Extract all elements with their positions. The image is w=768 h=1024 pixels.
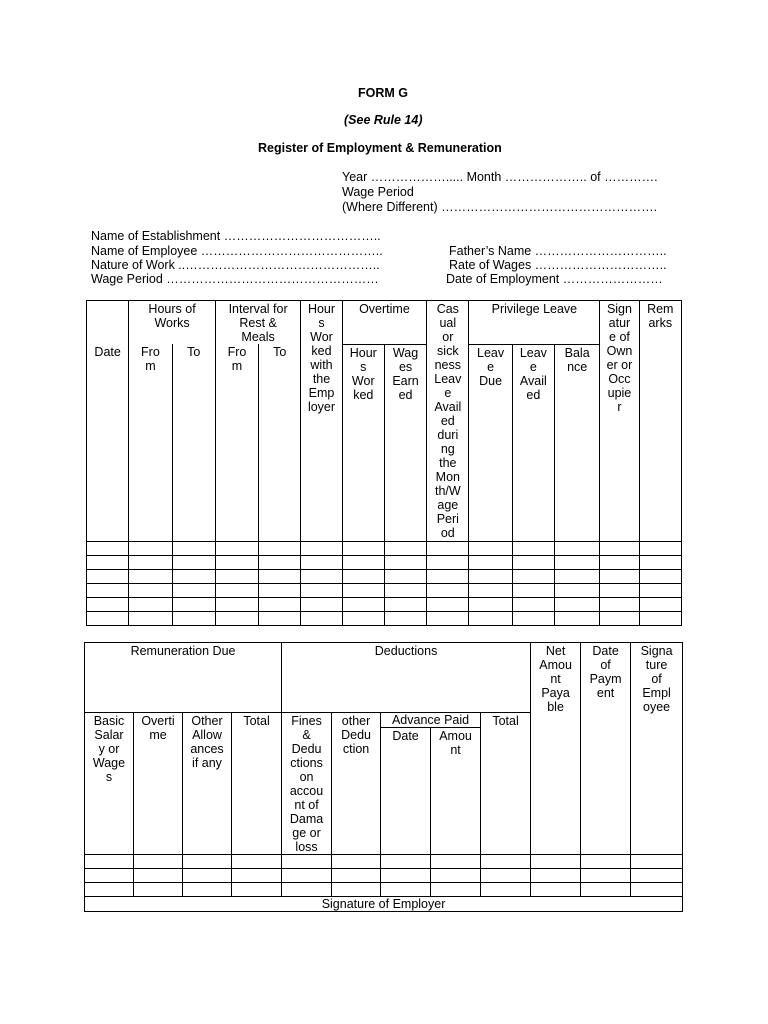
overtime-pay-header: Overti me: [134, 713, 183, 855]
date-of-payment-header: Date of Paym ent: [581, 643, 631, 855]
leave-availed-header: Leav e Avail ed: [512, 344, 554, 541]
date-header-top: [87, 301, 129, 345]
nature-of-work-field: Nature of Work ..………………………………………..: [91, 258, 380, 272]
register-title: Register of Employment & Remuneration: [258, 141, 502, 155]
table-row: [85, 883, 683, 897]
fathers-name-field: Father’s Name …………………………..: [449, 244, 667, 258]
interval-to-header: To: [259, 344, 301, 541]
table-row: [87, 541, 682, 555]
fines-header: Fines & Dedu ctions on accou nt of Dama ge or loss: [282, 713, 332, 855]
owner-signature-header: Sign atur e of Own er or Occ upie r: [600, 301, 639, 542]
deductions-total-header: Total: [481, 713, 531, 855]
interval-header: Interval for Rest & Meals: [215, 301, 301, 345]
other-deduction-header: other Dedu ction: [332, 713, 381, 855]
establishment-field: Name of Establishment ………………………………..: [91, 229, 381, 243]
balance-header: Bala nce: [555, 344, 600, 541]
remarks-header: Rem arks: [639, 301, 681, 542]
work-from-header: Fro m: [129, 344, 172, 541]
table-row: [87, 597, 682, 611]
work-to-header: To: [172, 344, 215, 541]
hours-worked-header: Hour s Wor ked with the Emp loyer: [301, 301, 342, 542]
remuneration-table: [84, 642, 683, 912]
deductions-header: Deductions: [282, 643, 531, 713]
table-row: [87, 555, 682, 569]
table-row: [87, 611, 682, 625]
date-header: Date: [87, 344, 129, 541]
hours-of-works-header: Hours of Works: [129, 301, 216, 345]
date-of-employment-field: Date of Employment ……………………: [446, 272, 663, 286]
table-row: [87, 583, 682, 597]
employer-signature-row: Signature of Employer: [85, 897, 683, 912]
rule-reference: (See Rule 14): [344, 113, 423, 127]
form-title: FORM G: [358, 86, 408, 100]
remuneration-due-header: Remuneration Due: [85, 643, 282, 713]
overtime-header: Overtime: [342, 301, 427, 345]
wage-period-field: Wage Period ……………………………………………: [91, 272, 379, 286]
table-row: [87, 569, 682, 583]
employee-signature-header: Signa ture of Empl oyee: [631, 643, 683, 855]
advance-paid-header: Advance Paid: [381, 713, 481, 728]
advance-date-header: Date: [381, 728, 431, 855]
basic-salary-header: Basic Salar y or Wage s: [85, 713, 134, 855]
net-amount-header: Net Amou nt Paya ble: [531, 643, 581, 855]
advance-amount-header: Amou nt: [431, 728, 481, 855]
other-allowances-header: Other Allow ances if any: [183, 713, 232, 855]
employment-table: [86, 300, 682, 626]
privilege-leave-header: Privilege Leave: [469, 301, 600, 345]
year-month-line: Year ………………..... Month ……………….. of ………….: [342, 170, 658, 184]
ot-hours-header: Hour s Wor ked: [342, 344, 384, 541]
interval-from-header: Fro m: [215, 344, 258, 541]
wage-period-label: Wage Period: [342, 185, 414, 199]
leave-due-header: Leav e Due: [469, 344, 512, 541]
ot-wages-header: Wag es Earn ed: [384, 344, 426, 541]
table-row: [85, 869, 683, 883]
casual-leave-header: Cas ual or sick ness Leav e Avail ed duri ng the Mon th/W age Peri od: [427, 301, 469, 542]
employee-field: Name of Employee ……………………………………..: [91, 244, 383, 258]
rate-of-wages-field: Rate of Wages …………………………..: [449, 258, 667, 272]
remuneration-total-header: Total: [232, 713, 282, 855]
where-different-line: (Where Different) …………………………………………….: [342, 200, 658, 214]
table-row: [85, 855, 683, 869]
